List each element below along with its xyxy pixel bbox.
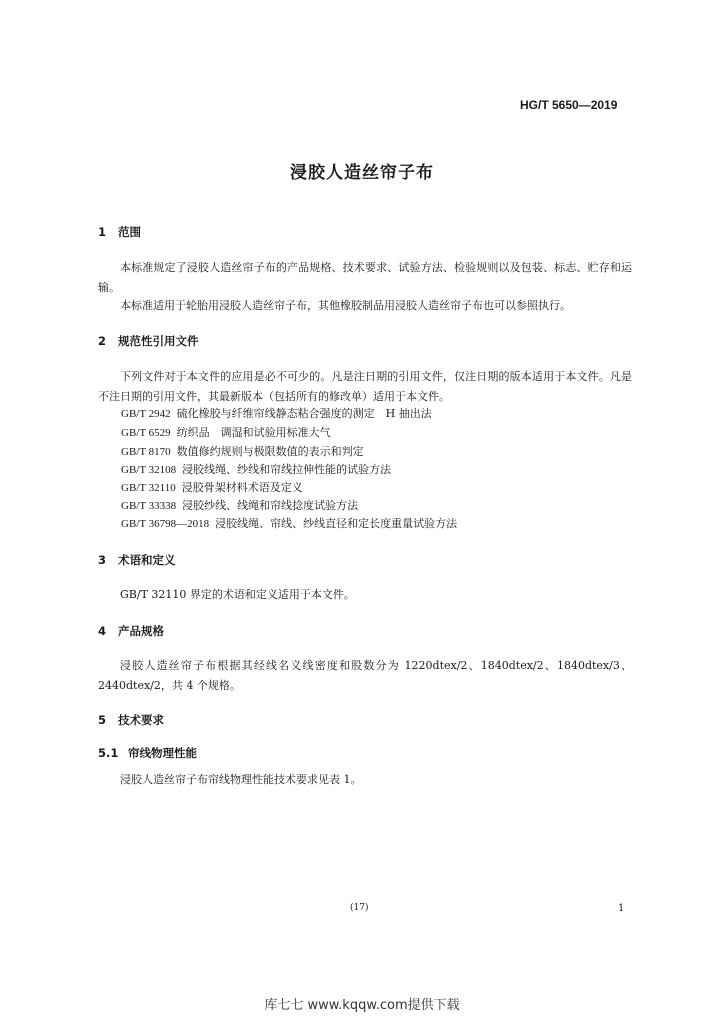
- section-number: 1: [98, 225, 107, 239]
- document-title: 浸胶人造丝帘子布: [290, 163, 434, 183]
- section-title: 产品规格: [118, 624, 164, 638]
- reference-code: GB/T 2942: [121, 408, 171, 420]
- reference-code: GB/T 6529: [121, 427, 171, 439]
- download-source-text: 库七七 www.kqqw.com提供下载: [264, 998, 460, 1013]
- section-4-heading: [98, 623, 164, 639]
- section-1-paragraph-1: 本标准规定了浸胶人造丝帘子布的产品规格、技术要求、试验方法、检验规则以及包装、标志、贮存和运输。: [98, 261, 632, 294]
- standard-code: HG/T 5650—2019: [520, 98, 618, 112]
- reference-code: GB/T 32108: [121, 464, 177, 476]
- section-5-heading: [98, 712, 164, 728]
- section-number: 2: [98, 334, 107, 348]
- section-number: 5.1: [98, 746, 119, 760]
- section-number: 3: [98, 553, 107, 567]
- section-title: 范围: [118, 225, 141, 239]
- reference-item: [121, 479, 303, 495]
- section-2-heading: [98, 333, 199, 349]
- section-4-text: 浸胶人造丝帘子布根据其经线名义线密度和股数分为 1220dtex/2、1840dtex/2、1840dtex/3、2440dtex/2，共 4 个规格。: [98, 659, 632, 692]
- reference-title: 浸胶骨架材料术语及定义: [181, 481, 303, 494]
- section-1-paragraph-2: 本标准适用于轮胎用浸胶人造丝帘子布，其他橡胶制品用浸胶人造丝帘子布也可以参照执行。: [120, 299, 571, 312]
- section-number: 5: [98, 713, 107, 727]
- page-number-center: (17): [350, 903, 369, 913]
- reference-code: GB/T 8170: [121, 446, 171, 458]
- reference-item: [121, 515, 457, 531]
- reference-title: 浸胶纱线、线绳和帘线捻度试验方法: [182, 499, 359, 512]
- section-number: 4: [98, 624, 107, 638]
- section-5-1-heading: [98, 745, 197, 761]
- reference-item: [121, 424, 331, 440]
- reference-title: 数值修约规则与极限数值的表示和判定: [176, 445, 364, 458]
- page-number-right: 1: [618, 903, 625, 914]
- reference-title: 浸胶线绳、帘线、纱线直径和定长度重量试验方法: [215, 517, 458, 530]
- section-1-heading: [98, 224, 141, 240]
- reference-title: 纺织品 调湿和试验用标准大气: [176, 426, 331, 439]
- section-title: 技术要求: [118, 713, 164, 727]
- reference-item: [121, 443, 364, 459]
- reference-code: GB/T 33338: [121, 500, 177, 512]
- reference-item: [121, 497, 358, 513]
- section-5-1-text: 浸胶人造丝帘子布帘线物理性能技术要求见表 1。: [120, 773, 362, 786]
- section-3-heading: [98, 552, 176, 568]
- section-title: 帘线物理性能: [128, 746, 197, 760]
- reference-item: [121, 405, 432, 421]
- section-2-intro: 下列文件对于本文件的应用是必不可少的。凡是注日期的引用文件，仅注日期的版本适用于本文件。凡是不注日期的引用文件，其最新版本（包括所有的修改单）适用于本文件。: [98, 370, 632, 403]
- reference-code: GB/T 32110: [121, 482, 176, 494]
- section-3-text: GB/T 32110 界定的术语和定义适用于本文件。: [120, 588, 355, 601]
- reference-title: 硫化橡胶与纤维帘线静态粘合强度的测定 H 抽出法: [176, 407, 432, 420]
- reference-item: [121, 461, 391, 477]
- reference-code: GB/T 36798—2018: [121, 518, 210, 530]
- section-title: 规范性引用文件: [118, 334, 199, 348]
- reference-title: 浸胶线绳、纱线和帘线拉伸性能的试验方法: [182, 463, 392, 476]
- section-title: 术语和定义: [118, 553, 176, 567]
